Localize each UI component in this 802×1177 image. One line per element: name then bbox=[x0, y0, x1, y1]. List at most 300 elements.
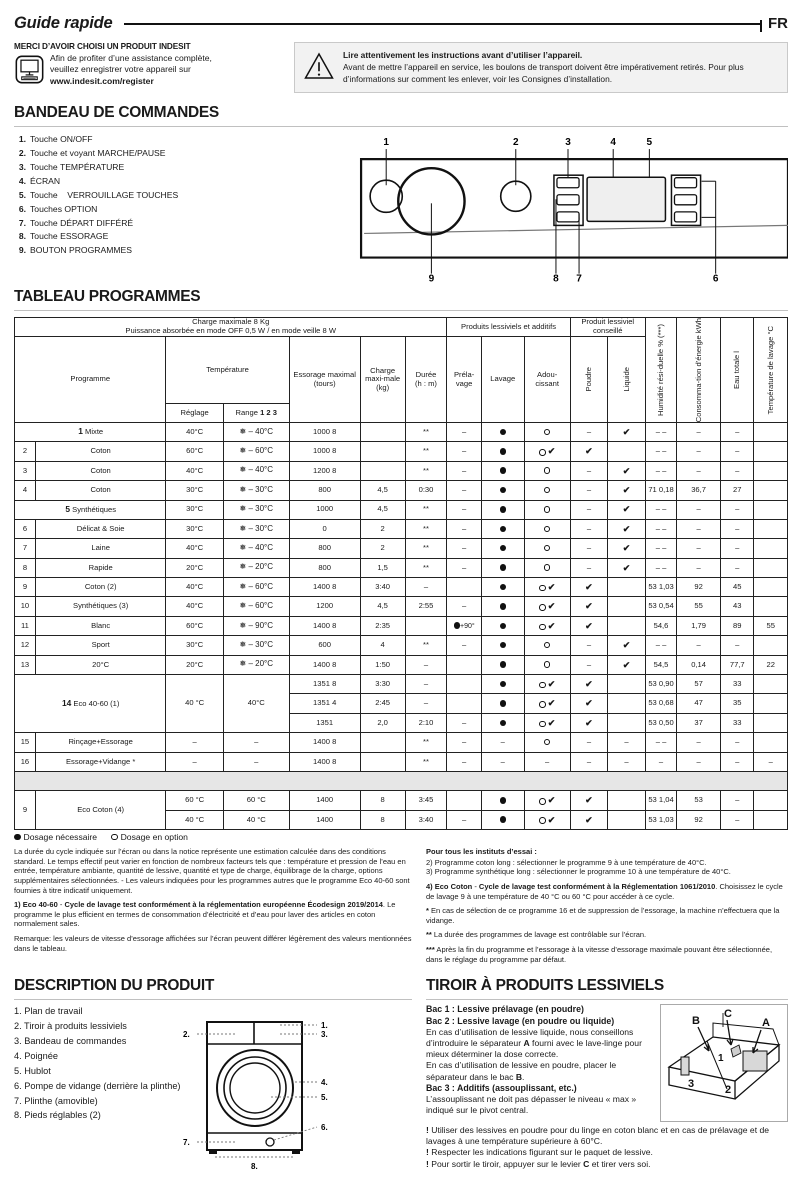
open-circle-icon bbox=[111, 834, 118, 841]
cell-reglage: 30°C bbox=[166, 636, 223, 655]
filled-dot-icon bbox=[500, 661, 507, 668]
description-list bbox=[14, 1004, 181, 1177]
cell-humidite: 53 1,03 bbox=[645, 578, 676, 597]
drawer-bullets bbox=[426, 1125, 788, 1170]
cell-prelavage: – bbox=[447, 636, 481, 655]
cell-charge: 3:30 bbox=[360, 675, 405, 694]
cell-consommation: – bbox=[677, 461, 721, 480]
cell-range: ❅ – 30°C bbox=[223, 519, 289, 538]
cell-charge: 1:50 bbox=[360, 655, 405, 674]
check-icon: ✔ bbox=[585, 678, 593, 689]
cell-consommation: 36,7 bbox=[677, 481, 721, 500]
essorage-value: 800 bbox=[318, 543, 331, 553]
filled-dot-icon bbox=[500, 720, 507, 727]
cp-item-label: Touches OPTION bbox=[30, 203, 98, 214]
cell-consommation: 55 bbox=[677, 597, 721, 616]
header-range: Range 1 2 3 bbox=[223, 403, 289, 422]
cell-adoucissant bbox=[524, 539, 570, 558]
cell-adoucissant bbox=[524, 500, 570, 519]
cell-consommation: 53 bbox=[677, 791, 721, 810]
cell-prelavage: +90° bbox=[447, 616, 481, 635]
cell-eau: – bbox=[721, 461, 754, 480]
washer-callout-5: 5. bbox=[320, 1093, 328, 1103]
cell-charge: 8 bbox=[360, 810, 405, 829]
cell-prelavage: – bbox=[447, 481, 481, 500]
filled-dot-icon bbox=[500, 797, 507, 804]
drawer-bullet-1: ! Utiliser des lessives en poudre pour du linge en coton blanc et en cas de prélavage et de lavages à une température supérieure à 60°C. bbox=[426, 1125, 770, 1147]
washer-callout-8: 8. bbox=[250, 1162, 258, 1172]
cell-temp-lavage: 22 bbox=[754, 655, 788, 674]
table-spacer-row bbox=[15, 771, 788, 790]
cp-item bbox=[14, 244, 344, 258]
open-circle-icon bbox=[544, 429, 551, 436]
cell-charge: 2,0 bbox=[360, 713, 405, 732]
cell-adoucissant bbox=[524, 461, 570, 480]
cell-liquide bbox=[608, 461, 646, 480]
header-produits-additifs: Produits lessiviels et additifs bbox=[447, 317, 570, 336]
cell-prelavage bbox=[447, 791, 481, 810]
table-legend bbox=[14, 832, 788, 842]
cell-reglage: 40°C bbox=[166, 578, 223, 597]
header-duree bbox=[405, 337, 447, 423]
filled-dot-icon bbox=[500, 429, 507, 436]
essorage-sub: 8 bbox=[332, 620, 337, 630]
cell-reglage: 40°C bbox=[166, 461, 223, 480]
cell-poudre bbox=[570, 694, 608, 713]
drawer-bullet-2: ! Respecter les indications figurant sur le paquet de lessive. bbox=[426, 1147, 653, 1158]
cell-eau: 33 bbox=[721, 675, 754, 694]
cell-adoucissant bbox=[524, 675, 570, 694]
cell-range: ❅ – 30°C bbox=[223, 481, 289, 500]
table-row bbox=[15, 616, 788, 635]
check-icon: ✔ bbox=[547, 678, 556, 689]
table-row bbox=[15, 752, 788, 771]
filled-dot-icon bbox=[14, 834, 21, 841]
cell-prelavage: – bbox=[447, 752, 481, 771]
cell-humidite: – – bbox=[645, 558, 676, 577]
check-icon: ✔ bbox=[547, 814, 556, 825]
cell-programme-name: Rapide bbox=[35, 558, 166, 577]
cell-duree: ** bbox=[405, 558, 447, 577]
drawer-label-1: 1 bbox=[718, 1053, 724, 1065]
header-eau-totale: Eau totale l bbox=[721, 317, 754, 422]
cell-programme-number: 13 bbox=[15, 655, 36, 674]
cell-lavage bbox=[481, 713, 524, 732]
cell-programme-name: Synthétiques (3) bbox=[35, 597, 166, 616]
cp-item bbox=[14, 217, 344, 231]
cell-temp-lavage bbox=[754, 791, 788, 810]
drawer-label-C: C bbox=[724, 1008, 732, 1021]
header-consommation: Consomma-tion d’énergie kWh bbox=[677, 317, 721, 422]
essorage-value: 1400 bbox=[313, 620, 330, 630]
cell-consommation: 1,79 bbox=[677, 616, 721, 635]
cell-reglage: 40 °C bbox=[166, 810, 223, 829]
register-heading: MERCI D’AVOIR CHOISI UN PRODUIT INDESIT bbox=[14, 42, 191, 51]
cell-charge bbox=[360, 442, 405, 461]
cp-item bbox=[14, 230, 344, 244]
cell-lavage bbox=[481, 597, 524, 616]
cell-liquide bbox=[608, 558, 646, 577]
cell-programme-number: 15 bbox=[15, 733, 36, 752]
cell-temp-lavage bbox=[754, 558, 788, 577]
check-icon: ✔ bbox=[585, 582, 593, 593]
filled-dot-icon bbox=[500, 506, 507, 513]
header-duree-label: Durée bbox=[415, 370, 437, 380]
note-star-3: *** Après la fin du programme et l’essorage à la vitesse d’essorage maximale pouvant être sélectionnée, dans le réglage du programme par défaut. bbox=[426, 944, 773, 964]
cell-programme-number: 12 bbox=[15, 636, 36, 655]
cell-eau: 89 bbox=[721, 616, 754, 635]
cell-reglage: 40°C bbox=[166, 539, 223, 558]
cell-temp-lavage: – bbox=[754, 752, 788, 771]
cell-poudre: – bbox=[570, 636, 608, 655]
cell-consommation: – bbox=[677, 422, 721, 441]
header-duree-unit: (h : m) bbox=[415, 378, 437, 388]
check-icon: ✔ bbox=[622, 523, 631, 534]
cell-range: 40°C bbox=[223, 675, 289, 733]
cell-liquide bbox=[608, 713, 646, 732]
cell-liquide bbox=[608, 500, 646, 519]
drawer-text bbox=[426, 1004, 654, 1116]
load-info-cell bbox=[15, 317, 447, 336]
cp-item bbox=[14, 175, 344, 189]
cell-liquide bbox=[608, 539, 646, 558]
cell-duree: 2:55 bbox=[405, 597, 447, 616]
cell-humidite: – – bbox=[645, 442, 676, 461]
filled-dot-icon bbox=[500, 467, 507, 474]
cell-eau: – bbox=[721, 733, 754, 752]
open-circle-icon bbox=[544, 661, 551, 668]
cell-duree: ** bbox=[405, 519, 447, 538]
cell-programme-number: 4 bbox=[15, 481, 36, 500]
cell-eau: – bbox=[721, 791, 754, 810]
cell-adoucissant bbox=[524, 422, 570, 441]
desc-item: 8. Pieds réglables (2) bbox=[14, 1110, 101, 1121]
cell-temp-lavage bbox=[754, 694, 788, 713]
cell-range: ❅ – 40°C bbox=[223, 422, 289, 441]
check-icon: ✔ bbox=[547, 582, 556, 593]
cp-item-number: 4. bbox=[18, 175, 26, 186]
cell-lavage bbox=[481, 655, 524, 674]
essorage-value: 1400 bbox=[313, 737, 330, 747]
essorage-value: 1351 bbox=[316, 717, 334, 727]
cell-duree: 0:30 bbox=[405, 481, 447, 500]
washer-diagram bbox=[175, 1002, 335, 1177]
cell-adoucissant bbox=[524, 655, 570, 674]
cell-programme-name: Eco Coton (4) bbox=[35, 791, 166, 830]
cell-programme-number: 10 bbox=[15, 597, 36, 616]
table-row bbox=[15, 519, 788, 538]
callout-6: 6 bbox=[712, 273, 719, 284]
cell-humidite: – – bbox=[645, 636, 676, 655]
cell-essorage bbox=[289, 597, 360, 616]
callout-3: 3 bbox=[565, 137, 571, 149]
drawer-label-B: B bbox=[692, 1015, 700, 1028]
essorage-value: 1400 bbox=[313, 659, 330, 669]
cell-poudre: – bbox=[570, 733, 608, 752]
check-icon: ✔ bbox=[547, 620, 556, 631]
open-circle-icon bbox=[539, 682, 546, 689]
cell-reglage: 40 °C bbox=[166, 675, 223, 733]
cell-prelavage bbox=[447, 578, 481, 597]
cell-eau: 77,7 bbox=[721, 655, 754, 674]
desc-item: 2. Tiroir à produits lessiviels bbox=[14, 1021, 127, 1031]
filled-dot-icon bbox=[500, 623, 507, 630]
cell-duree: ** bbox=[405, 422, 447, 441]
notes-section bbox=[14, 847, 788, 969]
cell-duree: 2:10 bbox=[405, 713, 447, 732]
cell-humidite: 53 0,50 bbox=[645, 713, 676, 732]
cell-duree: – bbox=[405, 694, 447, 713]
cell-range: ❅ – 30°C bbox=[223, 500, 289, 519]
cell-adoucissant bbox=[524, 519, 570, 538]
desc-item: 5. Hublot bbox=[14, 1065, 51, 1076]
cell-reglage: – bbox=[166, 733, 223, 752]
register-line-2: veuillez enregistrer votre appareil sur bbox=[50, 64, 191, 75]
header-humidite: Humidité rési-duelle % (***) bbox=[645, 317, 676, 422]
cell-liquide bbox=[608, 578, 646, 597]
open-circle-icon bbox=[544, 739, 551, 746]
header-programme: Programme bbox=[15, 337, 166, 423]
open-circle-icon bbox=[539, 449, 546, 456]
warning-triangle-icon bbox=[304, 52, 334, 80]
cell-range: – bbox=[223, 733, 289, 752]
essorage-sub: 8 bbox=[332, 465, 337, 475]
header-temperature: Température bbox=[166, 337, 289, 403]
check-icon: ✔ bbox=[622, 465, 631, 476]
programmes-table bbox=[14, 317, 788, 830]
essorage-value: 1400 bbox=[313, 756, 330, 766]
cell-humidite: – – bbox=[645, 733, 676, 752]
cell-range: ❅ – 40°C bbox=[223, 461, 289, 480]
cell-liquide bbox=[608, 422, 646, 441]
cell-range: 40 °C bbox=[223, 810, 289, 829]
cell-reglage: 20°C bbox=[166, 558, 223, 577]
essorage-sub: 8 bbox=[332, 659, 337, 669]
cell-humidite: – – bbox=[645, 422, 676, 441]
cell-temp-lavage: 55 bbox=[754, 616, 788, 635]
cell-essorage bbox=[289, 539, 360, 558]
cell-duree: ** bbox=[405, 752, 447, 771]
cell-poudre bbox=[570, 578, 608, 597]
cell-humidite: 53 0,68 bbox=[645, 694, 676, 713]
cell-reglage: 20°C bbox=[166, 655, 223, 674]
cell-charge bbox=[360, 752, 405, 771]
cell-charge: 4 bbox=[360, 636, 405, 655]
cell-programme-number: 11 bbox=[15, 616, 36, 635]
washer-callout-3: 3. bbox=[320, 1030, 328, 1040]
cell-duree: ** bbox=[405, 500, 447, 519]
header-prelavage: Préla-vage bbox=[447, 337, 481, 423]
cell-humidite: 71 0,18 bbox=[645, 481, 676, 500]
cell-programme-name: Blanc bbox=[35, 616, 166, 635]
cell-adoucissant bbox=[524, 694, 570, 713]
cell-prelavage: – bbox=[447, 597, 481, 616]
cell-lavage bbox=[481, 558, 524, 577]
check-icon: ✔ bbox=[585, 795, 593, 806]
bac2-text-2: En cas d’utilisation de lessive en poudre, placer le séparateur dans le bac B. bbox=[426, 1060, 617, 1082]
essorage-value: 1351 bbox=[313, 698, 330, 708]
essorage-value: 1000 bbox=[313, 426, 330, 436]
cell-humidite: – – bbox=[645, 539, 676, 558]
warning-box bbox=[294, 42, 788, 93]
register-url[interactable]: www.indesit.com/register bbox=[50, 75, 154, 86]
cp-item bbox=[14, 161, 344, 175]
cell-liquide bbox=[608, 636, 646, 655]
detergent-drawer-diagram bbox=[661, 1005, 787, 1121]
table-row bbox=[15, 442, 788, 461]
bac3-heading: Bac 3 : Additifs (assouplissant, etc.) bbox=[426, 1082, 577, 1093]
essorage-value: 1000 bbox=[316, 504, 334, 514]
cell-humidite: – – bbox=[645, 500, 676, 519]
header-reglage: Réglage bbox=[166, 403, 223, 422]
check-icon: ✔ bbox=[547, 601, 556, 612]
table-body bbox=[15, 422, 788, 829]
cell-duree: ** bbox=[405, 636, 447, 655]
table-row bbox=[15, 500, 788, 519]
desc-item: 6. Pompe de vidange (derrière la plinthe) bbox=[14, 1080, 181, 1091]
legend-necessaire: Dosage nécessaire bbox=[14, 832, 97, 842]
cell-poudre bbox=[570, 791, 608, 810]
cell-range: ❅ – 60°C bbox=[223, 597, 289, 616]
cell-eau: – bbox=[721, 752, 754, 771]
header-charge: Charge maxi-male (kg) bbox=[360, 337, 405, 423]
cp-item bbox=[14, 203, 344, 217]
open-circle-icon bbox=[539, 624, 546, 631]
desc-item: 3. Bandeau de commandes bbox=[14, 1035, 127, 1046]
cell-adoucissant bbox=[524, 558, 570, 577]
header-rule bbox=[124, 23, 762, 25]
cell-temp-lavage bbox=[754, 442, 788, 461]
cp-item-number: 3. bbox=[18, 161, 26, 172]
cell-reglage: 40°C bbox=[166, 597, 223, 616]
cell-consommation: 92 bbox=[677, 578, 721, 597]
bac1-heading: Bac 1 : Lessive prélavage (en poudre) bbox=[426, 1004, 584, 1015]
drawer-title: TIROIR À PRODUITS LESSIVIELS bbox=[426, 977, 664, 995]
cell-temp-lavage bbox=[754, 539, 788, 558]
header-produit-conseille: Produit lessiviel conseillé bbox=[570, 317, 645, 336]
cell-programme-name: Coton bbox=[35, 461, 166, 480]
cell-lavage bbox=[481, 810, 524, 829]
callout-2: 2 bbox=[512, 137, 519, 149]
cell-essorage bbox=[289, 636, 360, 655]
cell-temp-lavage bbox=[754, 675, 788, 694]
essorage-value: 800 bbox=[318, 562, 331, 572]
essorage-sub: 8 bbox=[332, 426, 337, 436]
header-poudre: Poudre bbox=[570, 337, 608, 423]
note-star-1: * En cas de sélection de ce programme 16 et de suppression de l’essorage, la machine n’effectuera que la vidange. bbox=[426, 906, 780, 925]
cell-essorage bbox=[289, 422, 360, 441]
washer-callout-1: 1. bbox=[320, 1021, 328, 1031]
filled-dot-icon bbox=[500, 564, 507, 571]
cell-poudre bbox=[570, 597, 608, 616]
cell-poudre bbox=[570, 713, 608, 732]
cell-lavage bbox=[481, 442, 524, 461]
cp-item-label: Touche et voyant MARCHE/PAUSE bbox=[30, 147, 166, 158]
bottom-section bbox=[14, 977, 788, 1177]
cp-item-number: 6. bbox=[18, 203, 26, 214]
table-row bbox=[15, 539, 788, 558]
cell-liquide bbox=[608, 519, 646, 538]
cell-programme-name: 20°C bbox=[35, 655, 166, 674]
cell-lavage bbox=[481, 694, 524, 713]
cell-programme-name: Coton bbox=[35, 442, 166, 461]
cell-reglage: 60 °C bbox=[166, 791, 223, 810]
cell-range: 60 °C bbox=[223, 791, 289, 810]
cell-charge: 4,5 bbox=[360, 597, 405, 616]
cell-adoucissant bbox=[524, 810, 570, 829]
cell-essorage bbox=[289, 675, 360, 694]
cell-reglage: 60°C bbox=[166, 442, 223, 461]
cell-liquide bbox=[608, 655, 646, 674]
essorage-sub: 8 bbox=[332, 582, 337, 592]
cell-programme-name: Délicat & Soie bbox=[35, 519, 166, 538]
header-adoucissant: Adou-cissant bbox=[524, 337, 570, 423]
cell-temp-lavage bbox=[754, 578, 788, 597]
cell-lavage bbox=[481, 636, 524, 655]
cell-poudre: – bbox=[570, 558, 608, 577]
legend-option: Dosage en option bbox=[111, 832, 188, 842]
cell-humidite: 54,5 bbox=[645, 655, 676, 674]
cell-adoucissant bbox=[524, 578, 570, 597]
cell-prelavage: – bbox=[447, 442, 481, 461]
cell-programme-number: 9 bbox=[15, 578, 36, 597]
open-circle-icon bbox=[544, 506, 551, 513]
cell-eau: – bbox=[721, 500, 754, 519]
warning-body: Avant de mettre l’appareil en service, les boulons de transport doivent être impérativement retirés. Pour plus d’informations sur comment les enlever, voir les Consignes d’installation. bbox=[343, 62, 744, 84]
notes-left bbox=[14, 847, 412, 969]
cell-prelavage: – bbox=[447, 422, 481, 441]
cell-humidite: – – bbox=[645, 461, 676, 480]
drawer-label-2: 2 bbox=[725, 1084, 732, 1097]
cell-charge: 3:40 bbox=[360, 578, 405, 597]
cell-liquide: – bbox=[608, 752, 646, 771]
callout-7: 7 bbox=[576, 273, 582, 284]
cell-essorage bbox=[289, 655, 360, 674]
filled-dot-icon bbox=[500, 642, 507, 649]
table-row bbox=[15, 597, 788, 616]
cell-consommation: 57 bbox=[677, 675, 721, 694]
cell-lavage: – bbox=[481, 752, 524, 771]
open-circle-icon bbox=[544, 487, 551, 494]
open-circle-icon bbox=[539, 817, 546, 824]
note-duration: La durée du cycle indiquée sur l’écran ou dans la notice représente une estimation calculée dans des conditions standard. Le temps effectif peut varier en fonction de nombreux facteurs tels que : température et pression de l’eau en entrée, température ambiante, quantité de lessive, quantité et type de charge, équilibrage de la charge, options supplémentaires sélectionnées. - Les valeurs indiquées pour les programmes autres que le programme Eco 40-60 sont fournies à titre indicatif uniquement. bbox=[14, 847, 410, 895]
cell-poudre: – bbox=[570, 461, 608, 480]
intro-section bbox=[14, 42, 788, 93]
page-title: Guide rapide bbox=[14, 14, 113, 32]
cp-item bbox=[14, 189, 344, 203]
cell-eau: – bbox=[721, 539, 754, 558]
cell-poudre: – bbox=[570, 539, 608, 558]
cell-eau: 45 bbox=[721, 578, 754, 597]
cell-prelavage: – bbox=[447, 733, 481, 752]
cell-adoucissant bbox=[524, 733, 570, 752]
essorage-value: 1200 bbox=[316, 601, 334, 611]
cell-poudre: – bbox=[570, 655, 608, 674]
cell-adoucissant bbox=[524, 791, 570, 810]
essorage-value: 800 bbox=[318, 485, 331, 495]
cell-duree: ** bbox=[405, 461, 447, 480]
cell-essorage bbox=[289, 519, 360, 538]
cp-item bbox=[14, 133, 344, 147]
header-essorage bbox=[289, 337, 360, 423]
register-line-1: Afin de profiter d’une assistance complète, bbox=[50, 53, 212, 63]
cell-adoucissant bbox=[524, 616, 570, 635]
check-icon: ✔ bbox=[585, 698, 593, 709]
table-row bbox=[15, 422, 788, 441]
washer-callout-6: 6. bbox=[320, 1123, 328, 1133]
cell-temp-lavage bbox=[754, 810, 788, 829]
check-icon: ✔ bbox=[622, 504, 631, 515]
